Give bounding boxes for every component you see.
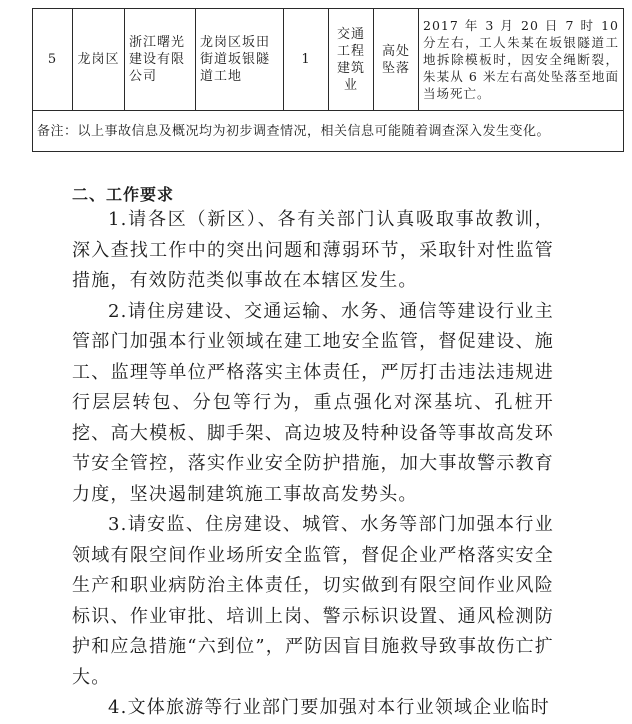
cell-deaths: 1 — [284, 9, 329, 111]
cell-company: 浙江曙光建设有限公司 — [125, 9, 196, 111]
cell-industry: 交通工程建筑业 — [329, 9, 374, 111]
table-row — [33, 9, 624, 111]
section-body — [72, 205, 554, 724]
table-note: 备注：以上事故信息及概况均为初步调查情况，相关信息可能随着调查深入发生变化。 — [33, 111, 624, 152]
cell-district: 龙岗区 — [73, 9, 125, 111]
cell-no: 5 — [33, 9, 73, 111]
paragraph-4: 4.文体旅游等行业部门要加强对本行业领域企业临时 — [108, 697, 550, 718]
table-note-row — [33, 111, 624, 152]
paragraph-3: 3.请安监、住房建设、城管、水务等部门加强本行业领域有限空间作业场所安全监管，督促企业严格落实安全生产和职业病防治主体责任，切实做到有限空间作业风险标识、作业审批、培训上岗、警示标识设置、通风检测防护和应急措施“六到位”，严防因盲目施救导致事故伤亡扩大。 — [72, 514, 554, 688]
paragraph-2: 2.请住房建设、交通运输、水务、通信等建设行业主管部门加强本行业领域在建工地安全监管，督促建设、施工、监理等单位严格落实主体责任，严厉打击违法违规进行层层转包、分包等行为，重点强化对深基坑、孔桩开挖、高大模板、脚手架、高边坡及特种设备等事故高发环节安全管控，落实作业安全防护措施，加大事故警示教育力度，坚决遏制建筑施工事故高发势头。 — [72, 300, 554, 505]
cell-location: 龙岗区坂田街道坂银隧道工地 — [196, 9, 284, 111]
paragraph-1: 1.请各区（新区）、各有关部门认真吸取事故教训，深入查找工作中的突出问题和薄弱环节，采取针对性监管措施，有效防范类似事故在本辖区发生。 — [72, 209, 554, 291]
cell-accident-type: 高处坠落 — [374, 9, 419, 111]
cell-description: 2017 年 3 月 20 日 7 时 10 分左右，工人朱某在坂银隧道工地拆除模板时，因安全绳断裂，朱某从 6 米左右高处坠落至地面当场死亡。 — [419, 9, 624, 111]
section-heading: 二、工作要求 — [72, 185, 175, 204]
accident-table — [32, 8, 624, 152]
